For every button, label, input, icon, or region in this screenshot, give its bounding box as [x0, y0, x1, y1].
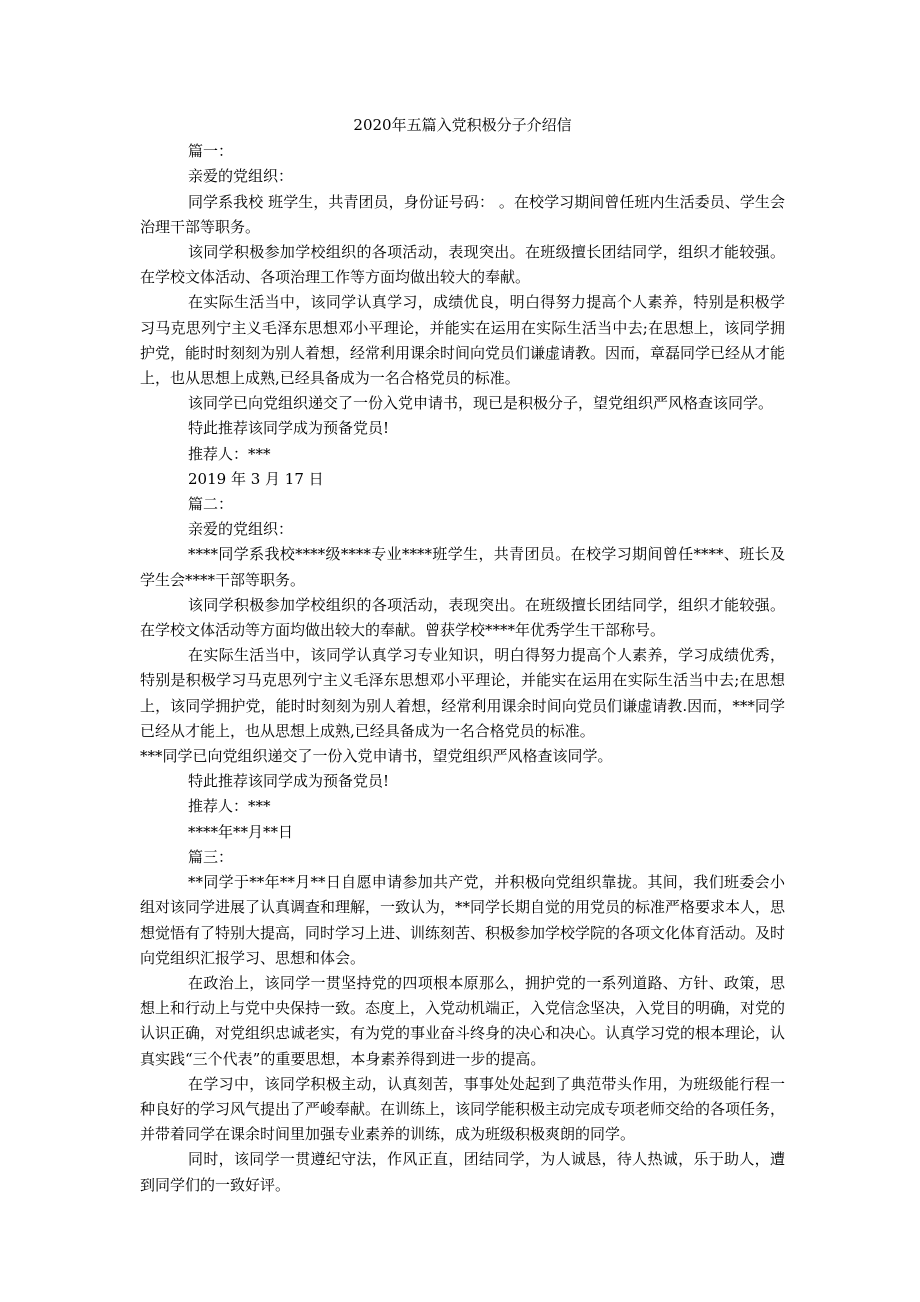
- section-heading: 篇二：: [188, 495, 234, 514]
- document-body: [140, 113, 785, 1198]
- salutation: 亲爱的党组织：: [188, 167, 294, 186]
- paragraph: 同时，该同学一贯遵纪守法，作风正直，团结同学，为人诚恳，待人热诚，乐于助人，遭到同学们的一致好评。: [140, 1150, 785, 1194]
- paragraph: 该同学积极参加学校组织的各项活动，表现突出。在班级擅长团结同学，组织才能较强。在学校文体活动等方面均做出较大的奉献。曾获学校****年优秀学生干部称号。: [140, 595, 785, 640]
- date-line: 2019 年 3 月 17 日: [188, 469, 324, 488]
- section-heading: 篇一：: [188, 142, 234, 161]
- paragraph: ****同学系我校****级****专业****班学生，共青团员。在校学习期间曾任****、班长及学生会****干部等职务。: [140, 545, 785, 589]
- paragraph: **同学于**年**月**日自愿申请参加共产党，并积极向党组织靠拢。其间，我们班委会小组对该同学进展了认真调查和理解，一致认为，**同学长期自觉的用党员的标准严格要求本人，思想觉悟有了特别大提高，同时学习上进、训练刻苦、积极参加学校学院的各项文化体育活动。及时向党组织汇报学习、思想和体会。: [140, 873, 786, 967]
- recommendation-line: 特此推荐该同学成为预备党员!: [188, 772, 390, 791]
- paragraph: 在学习中，该同学积极主动，认真刻苦，事事处处起到了典范带头作用，为班级能行程一种良好的学习风气提出了严峻奉献。在训练上，该同学能积极主动完成专项老师交给的各项任务，并带着同学在课余时间里加强专业素养的训练，成为班级积极爽朗的同学。: [140, 1074, 786, 1144]
- paragraph: 该同学积极参加学校组织的各项活动，表现突出。在班级擅长团结同学，组织才能较强。在学校文体活动、各项治理工作等方面均做出较大的奉献。: [140, 243, 785, 287]
- paragraph: 在实际生活当中，该同学认真学习专业知识，明白得努力提高个人素养，学习成绩优秀，特别是积极学习马克思列宁主义毛泽东思想邓小平理论，并能实在运用在实际生活当中去;在思想上，该同学拥护党，能时时刻刻为别人着想，经常利用课余时间向党员们谦虚请教.因而，***同学已经从才能上，也从思想上成熟,已经具备成为一名合格党员的标准。: [140, 646, 785, 740]
- paragraph: 在实际生活当中，该同学认真学习，成绩优良，明白得努力提高个人素养，特别是积极学习马克思列宁主义毛泽东思想邓小平理论，并能实在运用在实际生活当中去;在思想上，该同学拥护党，能时时刻刻为别人着想，经常利用课余时间向党员们谦虚请教。因而，章磊同学已经从才能上，也从思想上成熟,已经具备成为一名合格党员的标准。: [140, 293, 786, 388]
- date-line: ****年**月**日: [188, 822, 294, 841]
- paragraph: 同学系我校 班学生，共青团员，身份证号码： 。在校学习期间曾任班内生活委员、学生会治理干部等职务。: [140, 192, 785, 236]
- section-heading: 篇三：: [188, 847, 234, 866]
- paragraph: ***同学已向党组织递交了一份入党申请书，望党组织严风格查该同学。: [140, 747, 613, 766]
- document-title: 2020年五篇入党积极分子介绍信: [353, 116, 572, 134]
- recommendation-line: 特此推荐该同学成为预备党员!: [188, 419, 390, 438]
- paragraph: 在政治上，该同学一贯坚持党的四项根本原那么，拥护党的一系列道路、方针、政策，思想上和行动上与党中央保持一致。态度上，入党动机端正，入党信念坚决，入党目的明确，对党的认识正确，对党组织忠诚老实，有为党的事业奋斗终身的决心和决心。认真学习党的根本理论，认真实践“三个代表”的重要思想，本身素养得到进一步的提高。: [140, 973, 786, 1068]
- salutation: 亲爱的党组织：: [188, 520, 294, 539]
- recommender: 推荐人：***: [188, 444, 271, 463]
- paragraph: 该同学已向党组织递交了一份入党申请书，现已是积极分子，望党组织严风格查该同学。: [188, 394, 774, 413]
- recommender: 推荐人：***: [188, 797, 271, 816]
